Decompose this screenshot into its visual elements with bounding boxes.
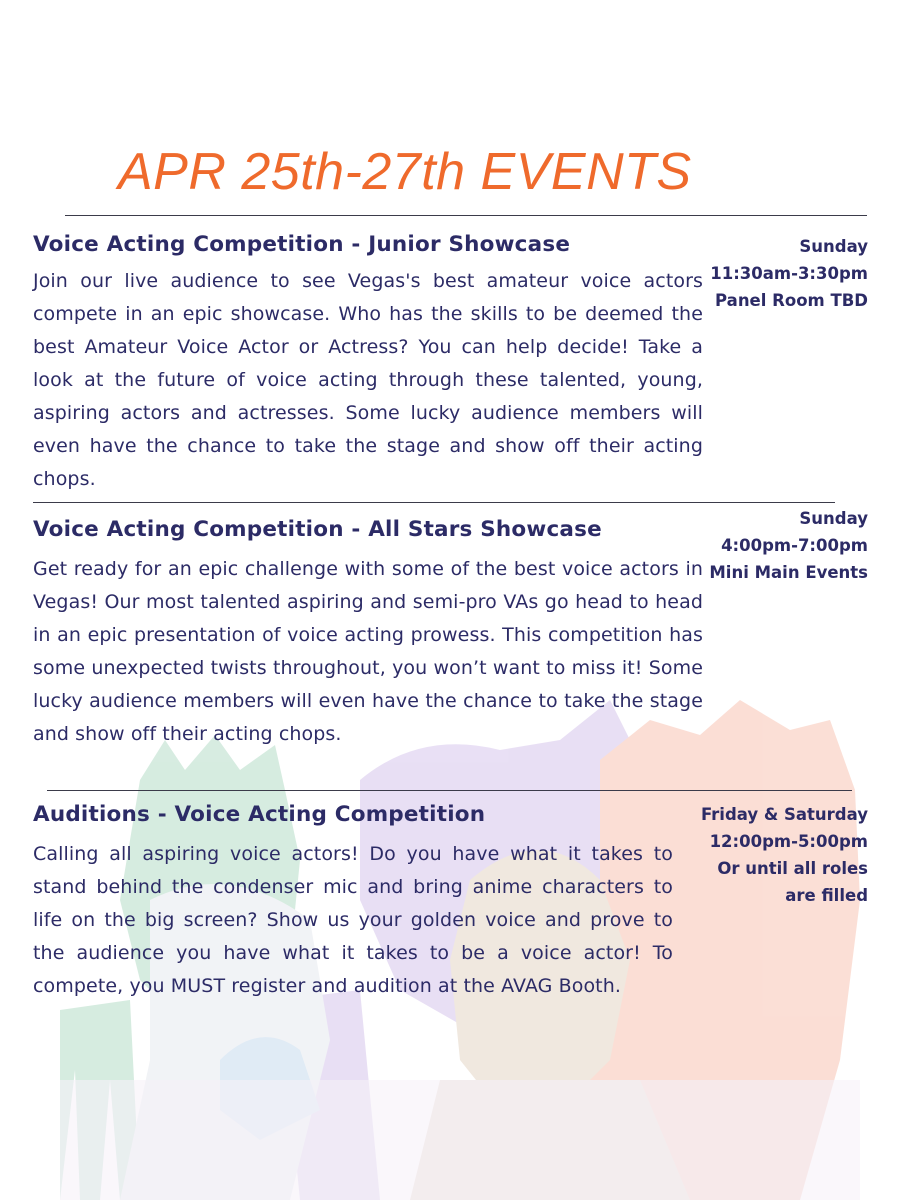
event-description: Get ready for an epic challenge with some of the best voice actors in Vegas! Our most talented aspiring and semi-pro VAs go head to head in an epic presentation of voice acting prowess. This competition has some unexpected twists throughout, you won’t want to miss it! Some lucky audience members will even have the chance to take the stage and show off their acting chops. bbox=[33, 558, 703, 745]
event-description: Join our live audience to see Vegas's best amateur voice actors compete in an epic showcase. Who has the skills to be deemed the best Amateur Voice Actor or Actress? You can help decide! Take a look at the future of voice acting through these talented, young, aspiring actors and actresses. Some lucky audience members will even have the chance to take the stage and show off their acting chops. bbox=[33, 270, 703, 490]
event-title: Voice Acting Competition - All Stars Showcase bbox=[33, 517, 602, 542]
event-time: 11:30am-3:30pm bbox=[710, 264, 868, 283]
event-schedule bbox=[709, 505, 868, 586]
event-title: Auditions - Voice Acting Competition bbox=[33, 802, 486, 827]
lower-color-wash bbox=[60, 1080, 860, 1200]
event-day: Sunday bbox=[799, 509, 868, 528]
page-title: APR 25th-27th EVENTS bbox=[118, 143, 692, 201]
divider-1 bbox=[33, 502, 835, 503]
event-note-line2: are filled bbox=[785, 886, 868, 905]
event-day: Sunday bbox=[799, 237, 868, 256]
event-time: 4:00pm-7:00pm bbox=[721, 536, 868, 555]
event-schedule bbox=[710, 233, 868, 314]
event-day: Friday & Saturday bbox=[700, 805, 868, 824]
event-time: 12:00pm-5:00pm bbox=[709, 832, 868, 851]
event-title: Voice Acting Competition - Junior Showcase bbox=[33, 232, 571, 257]
event-location: Panel Room TBD bbox=[715, 291, 868, 310]
divider-top bbox=[65, 215, 867, 216]
event-schedule bbox=[701, 801, 868, 909]
event-location: Mini Main Events bbox=[709, 563, 868, 582]
divider-2 bbox=[47, 790, 852, 791]
event-note-line1: Or until all roles bbox=[717, 859, 868, 878]
event-description: Calling all aspiring voice actors! Do you have what it takes to stand behind the condenser mic and bring anime characters to life on the big screen? Show us your golden voice and prove to the audience you have what it takes to be a voice actor! To compete, you MUST register and audition at the AVAG Booth. bbox=[33, 843, 673, 997]
